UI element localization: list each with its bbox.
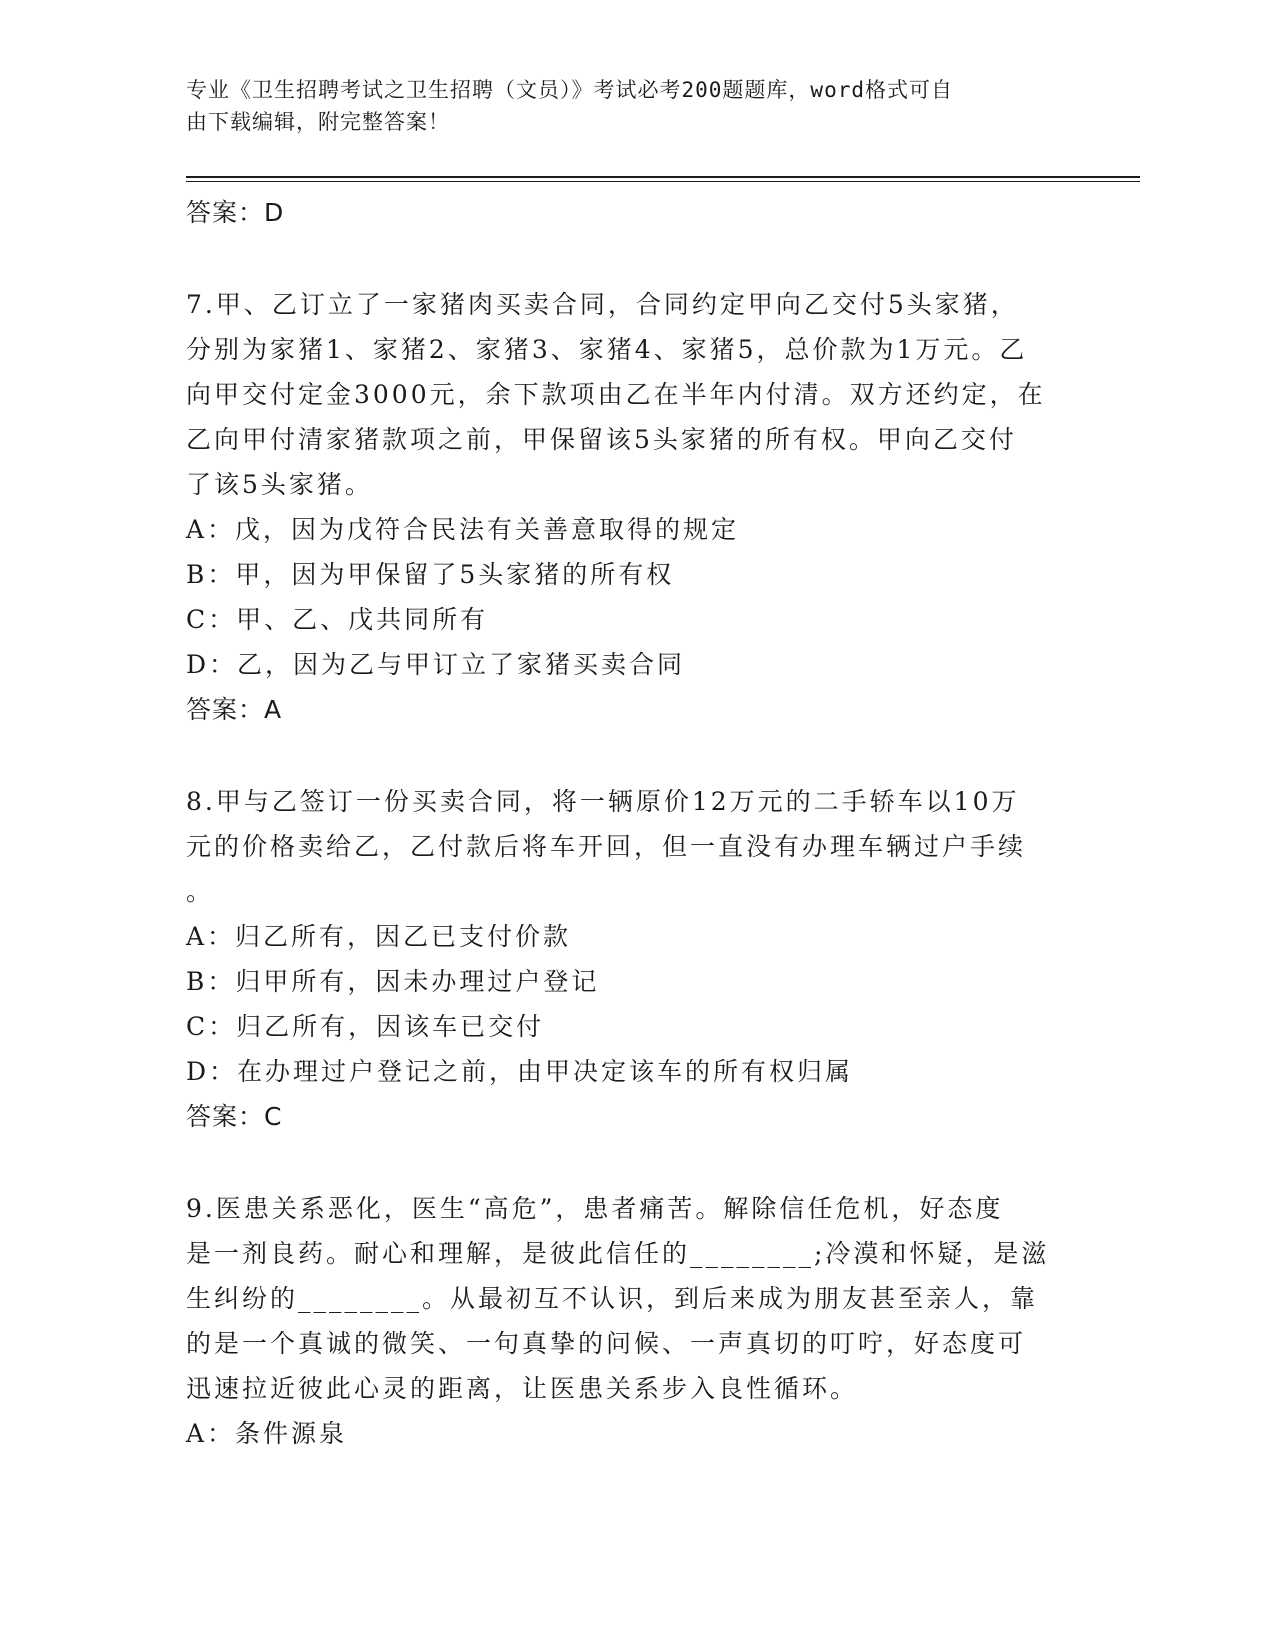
question-text-line: 乙向甲付清家猪款项之前，甲保留该5头家猪的所有权。甲向乙交付 bbox=[186, 425, 1017, 454]
question-text-line: 7.甲、乙订立了一家猪肉买卖合同，合同约定甲向乙交付5头家猪， bbox=[186, 290, 1019, 319]
answer-label: 答案：C bbox=[186, 1102, 283, 1131]
header-line-1: 专业《卫生招聘考试之卫生招聘（文员）》考试必考200题题库，word格式可自 bbox=[186, 78, 953, 102]
option-d: D：乙，因为乙与甲订立了家猪买卖合同 bbox=[186, 650, 686, 679]
option-b: B：归甲所有，因未办理过户登记 bbox=[186, 967, 600, 996]
answer-label: 答案：A bbox=[186, 695, 283, 724]
option-c: C：归乙所有，因该车已交付 bbox=[186, 1012, 545, 1041]
header-line-2: 由下载编辑，附完整答案！ bbox=[186, 110, 450, 134]
question-item bbox=[186, 1186, 1076, 1456]
question-text-line: 分别为家猪1、家猪2、家猪3、家猪4、家猪5，总价款为1万元。乙 bbox=[186, 335, 1028, 364]
question-text-line: 元的价格卖给乙，乙付款后将车开回，但一直没有办理车辆过户手续 bbox=[186, 832, 1027, 861]
question-item bbox=[186, 779, 1076, 1140]
answer-label: 答案：D bbox=[186, 198, 285, 227]
question-text-line: 向甲交付定金3000元，余下款项由乙在半年内付清。双方还约定，在 bbox=[186, 380, 1046, 409]
question-text-line: 生纠纷的________。从最初互不认识，到后来成为朋友甚至亲人，靠 bbox=[186, 1284, 1039, 1313]
question-text-line: 是一剂良药。耐心和理解，是彼此信任的________;冷漠和怀疑，是滋 bbox=[186, 1239, 1050, 1268]
option-a: A：戊，因为戊符合民法有关善意取得的规定 bbox=[186, 515, 740, 544]
question-text-line: 9.医患关系恶化，医生“高危”，患者痛苦。解除信任危机，好态度 bbox=[186, 1194, 1004, 1223]
question-item bbox=[186, 282, 1076, 733]
header-divider-thick bbox=[186, 176, 1140, 178]
header-divider-thin bbox=[186, 181, 1140, 182]
question-text-line: 8.甲与乙签订一份买卖合同，将一辆原价12万元的二手轿车以10万 bbox=[186, 787, 1020, 816]
question-text-line: 。 bbox=[186, 877, 215, 906]
question-text-line: 了该5头家猪。 bbox=[186, 470, 373, 499]
option-b: B：甲，因为甲保留了5头家猪的所有权 bbox=[186, 560, 675, 589]
option-d: D：在办理过户登记之前，由甲决定该车的所有权归属 bbox=[186, 1057, 854, 1086]
option-c: C：甲、乙、戊共同所有 bbox=[186, 605, 489, 634]
question-list bbox=[186, 190, 1076, 1456]
question-text-line: 的是一个真诚的微笑、一句真挚的问候、一声真切的叮咛，好态度可 bbox=[186, 1329, 1027, 1358]
option-a: A：归乙所有，因乙已支付价款 bbox=[186, 922, 572, 951]
question-text-line: 迅速拉近彼此心灵的距离，让医患关系步入良性循环。 bbox=[186, 1374, 859, 1403]
option-a: A：条件源泉 bbox=[186, 1419, 348, 1448]
document-header bbox=[186, 74, 1086, 138]
